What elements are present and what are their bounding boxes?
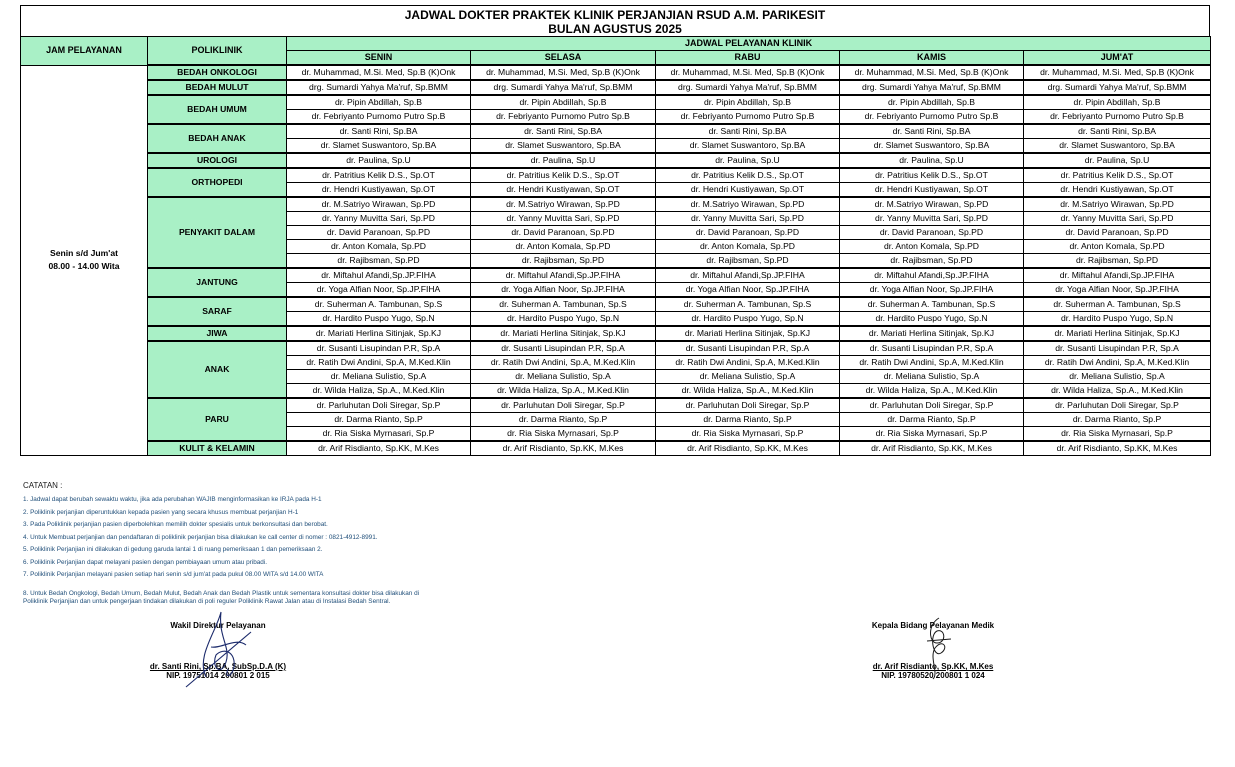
doctor-cell: drg. Sumardi Yahya Ma'ruf, Sp.BMM [656, 80, 840, 95]
doctor-cell: dr. Miftahul Afandi,Sp.JP.FIHA [656, 268, 840, 283]
doctor-cell: dr. Wilda Haliza, Sp.A., M.Ked.Klin [287, 384, 471, 399]
doctor-cell: dr. Mariati Herlina Sitinjak, Sp.KJ [287, 326, 471, 341]
doctor-cell: dr. Meliana Sulistio, Sp.A [287, 370, 471, 384]
jam-line-2: 08.00 - 14.00 Wita [48, 261, 120, 272]
doctor-cell: dr. Susanti Lisupindan P.R, Sp.A [471, 341, 656, 356]
doctor-cell: dr. Santi Rini, Sp.BA [840, 124, 1024, 139]
signature-left [118, 621, 318, 680]
doctor-cell: dr. Ratih Dwi Andini, Sp.A, M.Ked.Klin [656, 356, 840, 370]
poliklinik-cell: ORTHOPEDI [148, 168, 287, 197]
doctor-cell: dr. Paulina, Sp.U [840, 153, 1024, 168]
poliklinik-cell: BEDAH UMUM [148, 95, 287, 124]
doctor-cell: dr. Patritius Kelik D.S., Sp.OT [287, 168, 471, 183]
doctor-cell: dr. Susanti Lisupindan P.R, Sp.A [1024, 341, 1211, 356]
note-item: 4. Untuk Membuat perjanjian dan pendaftaran di poliklinik perjanjian bisa dilakukan ke call center di nomer : 0821-4912-8991. [23, 533, 378, 541]
title-block [20, 5, 1210, 36]
doctor-cell: dr. David Paranoan, Sp.PD [471, 226, 656, 240]
doctor-cell: dr. David Paranoan, Sp.PD [656, 226, 840, 240]
doctor-cell: dr. Rajibsman, Sp.PD [471, 254, 656, 269]
doctor-cell: dr. David Paranoan, Sp.PD [840, 226, 1024, 240]
doctor-cell: dr. Yoga Alfian Noor, Sp.JP.FIHA [656, 283, 840, 298]
doctor-cell: dr. Slamet Suswantoro, Sp.BA [840, 139, 1024, 154]
header-jadwal-pelayanan: JADWAL PELAYANAN KLINIK [287, 37, 1211, 51]
doctor-cell: dr. Hardito Puspo Yugo, Sp.N [840, 312, 1024, 327]
doctor-cell: dr. Hendri Kustiyawan, Sp.OT [1024, 183, 1211, 198]
doctor-cell: dr. Suherman A. Tambunan, Sp.S [1024, 297, 1211, 312]
poliklinik-cell: KULIT & KELAMIN [148, 441, 287, 456]
doctor-cell: dr. Muhammad, M.Si. Med, Sp.B (K)Onk [840, 65, 1024, 80]
poliklinik-cell: BEDAH ONKOLOGI [148, 65, 287, 80]
schedule-row [21, 398, 1211, 413]
doctor-cell: dr. Ria Siska Myrnasari, Sp.P [471, 427, 656, 442]
doctor-cell: dr. Paulina, Sp.U [471, 153, 656, 168]
doctor-cell: dr. M.Satriyo Wirawan, Sp.PD [287, 197, 471, 212]
doctor-cell: dr. Wilda Haliza, Sp.A., M.Ked.Klin [656, 384, 840, 399]
doctor-cell: dr. Paulina, Sp.U [287, 153, 471, 168]
doctor-cell: dr. Anton Komala, Sp.PD [656, 240, 840, 254]
doctor-cell: dr. M.Satriyo Wirawan, Sp.PD [656, 197, 840, 212]
schedule-row [21, 326, 1211, 341]
signer-nip: NIP. 19780520 200801 1 024 [881, 671, 985, 680]
jam-line-1: Senin s/d Jum'at [50, 248, 118, 259]
poliklinik-cell: PARU [148, 398, 287, 441]
doctor-cell: dr. Darma Rianto, Sp.P [656, 413, 840, 427]
schedule-table [20, 36, 1211, 456]
header-day: JUM'AT [1024, 51, 1211, 66]
notes-heading: CATATAN : [23, 481, 63, 490]
doctor-cell: dr. Febriyanto Purnomo Putro Sp.B [656, 110, 840, 125]
doctor-cell: dr. Paulina, Sp.U [1024, 153, 1211, 168]
doctor-cell: dr. Miftahul Afandi,Sp.JP.FIHA [840, 268, 1024, 283]
doctor-cell: dr. Ratih Dwi Andini, Sp.A, M.Ked.Klin [840, 356, 1024, 370]
note-item: Poliklinik Perjanjian dan untuk pengerjaan tindakan dilakukan di poli reguler Poliklinik Rawat Jalan atau di Instalasi Bedah Sentral. [23, 598, 391, 605]
note-item: 5. Poliklinik Perjanjian ini dilakukan di gedung garuda lantai 1 di ruang pemeriksaan 1 dan pemeriksaan 2. [23, 546, 323, 553]
title-line-2: BULAN AGUSTUS 2025 [548, 22, 682, 36]
schedule-row [21, 80, 1211, 95]
doctor-cell: dr. Meliana Sulistio, Sp.A [1024, 370, 1211, 384]
schedule-row [21, 268, 1211, 283]
notes-section [23, 481, 419, 607]
note-item: 2. Poliklinik perjanjian diperuntukkan kepada pasien yang secara khusus membuat perjanjian H-1 [23, 508, 299, 516]
handwritten-signature-right [919, 613, 959, 683]
header-day: SENIN [287, 51, 471, 66]
doctor-cell: dr. Slamet Suswantoro, Sp.BA [656, 139, 840, 154]
doctor-cell: dr. Arif Risdianto, Sp.KK, M.Kes [1024, 441, 1211, 456]
schedule-row [21, 168, 1211, 183]
schedule-row [21, 441, 1211, 456]
doctor-cell: dr. Miftahul Afandi,Sp.JP.FIHA [1024, 268, 1211, 283]
doctor-cell: dr. Yanny Muvitta Sari, Sp.PD [656, 212, 840, 226]
doctor-cell: dr. Pipin Abdillah, Sp.B [1024, 95, 1211, 110]
doctor-cell: dr. Febriyanto Purnomo Putro Sp.B [471, 110, 656, 125]
doctor-cell: dr. Hendri Kustiyawan, Sp.OT [656, 183, 840, 198]
doctor-cell: dr. Parluhutan Doli Siregar, Sp.P [287, 398, 471, 413]
doctor-cell: dr. Arif Risdianto, Sp.KK, M.Kes [287, 441, 471, 456]
schedule-row [21, 341, 1211, 356]
doctor-cell: dr. Parluhutan Doli Siregar, Sp.P [840, 398, 1024, 413]
schedule-row [21, 153, 1211, 168]
doctor-cell: dr. Ria Siska Myrnasari, Sp.P [840, 427, 1024, 442]
doctor-cell: drg. Sumardi Yahya Ma'ruf, Sp.BMM [287, 80, 471, 95]
doctor-cell: dr. Miftahul Afandi,Sp.JP.FIHA [287, 268, 471, 283]
doctor-cell: dr. Meliana Sulistio, Sp.A [840, 370, 1024, 384]
poliklinik-cell: PENYAKIT DALAM [148, 197, 287, 268]
note-item: 1. Jadwal dapat berubah sewaktu waktu, jika ada perubahan WAJIB menginformasikan ke IRJA pada H-1 [23, 496, 322, 503]
doctor-cell: dr. Rajibsman, Sp.PD [287, 254, 471, 269]
doctor-cell: dr. Santi Rini, Sp.BA [656, 124, 840, 139]
doctor-cell: dr. Muhammad, M.Si. Med, Sp.B (K)Onk [656, 65, 840, 80]
doctor-cell: dr. Yanny Muvitta Sari, Sp.PD [287, 212, 471, 226]
doctor-cell: dr. Slamet Suswantoro, Sp.BA [287, 139, 471, 154]
doctor-cell: dr. Suherman A. Tambunan, Sp.S [656, 297, 840, 312]
schedule-row [21, 297, 1211, 312]
doctor-cell: dr. Parluhutan Doli Siregar, Sp.P [471, 398, 656, 413]
schedule-row [21, 197, 1211, 212]
doctor-cell: dr. Ratih Dwi Andini, Sp.A, M.Ked.Klin [1024, 356, 1211, 370]
doctor-cell: dr. Patritius Kelik D.S., Sp.OT [471, 168, 656, 183]
doctor-cell: dr. Santi Rini, Sp.BA [471, 124, 656, 139]
signature-right [833, 621, 1033, 680]
doctor-cell: dr. Rajibsman, Sp.PD [1024, 254, 1211, 269]
doctor-cell: dr. Arif Risdianto, Sp.KK, M.Kes [656, 441, 840, 456]
doctor-cell: dr. Ria Siska Myrnasari, Sp.P [656, 427, 840, 442]
signer-nip: NIP. 19751014 200801 2 015 [166, 671, 270, 680]
doctor-cell: dr. Hardito Puspo Yugo, Sp.N [656, 312, 840, 327]
doctor-cell: drg. Sumardi Yahya Ma'ruf, Sp.BMM [840, 80, 1024, 95]
doctor-cell: dr. Susanti Lisupindan P.R, Sp.A [287, 341, 471, 356]
doctor-cell: dr. Parluhutan Doli Siregar, Sp.P [1024, 398, 1211, 413]
doctor-cell: dr. Suherman A. Tambunan, Sp.S [287, 297, 471, 312]
doctor-cell: dr. Anton Komala, Sp.PD [287, 240, 471, 254]
doctor-cell: dr. Miftahul Afandi,Sp.JP.FIHA [471, 268, 656, 283]
note-item: 6. Poliklinik Perjanjian dapat melayani pasien dengan pembiayaan umum atau pribadi. [23, 558, 268, 566]
doctor-cell: dr. Yanny Muvitta Sari, Sp.PD [840, 212, 1024, 226]
doctor-cell: dr. Febriyanto Purnomo Putro Sp.B [1024, 110, 1211, 125]
doctor-cell: dr. Patritius Kelik D.S., Sp.OT [656, 168, 840, 183]
doctor-cell: dr. David Paranoan, Sp.PD [287, 226, 471, 240]
doctor-cell: dr. David Paranoan, Sp.PD [1024, 226, 1211, 240]
doctor-cell: dr. Santi Rini, Sp.BA [287, 124, 471, 139]
doctor-cell: dr. Yoga Alfian Noor, Sp.JP.FIHA [287, 283, 471, 298]
doctor-cell: dr. Yoga Alfian Noor, Sp.JP.FIHA [471, 283, 656, 298]
note-item: 3. Pada Poliklinik perjanjian pasien diperbolehkan memilih dokter spesialis untuk berkonsultasi dan berobat. [23, 521, 328, 528]
signer-name: dr. Santi Rini, Sp.BA, SubSp.D.A (K) [149, 662, 287, 671]
doctor-cell: dr. Hardito Puspo Yugo, Sp.N [471, 312, 656, 327]
doctor-cell: dr. Wilda Haliza, Sp.A., M.Ked.Klin [1024, 384, 1211, 399]
doctor-cell: dr. Darma Rianto, Sp.P [840, 413, 1024, 427]
schedule-row [21, 124, 1211, 139]
header-jam-pelayanan: JAM PELAYANAN [21, 37, 148, 66]
doctor-cell: dr. Hendri Kustiyawan, Sp.OT [471, 183, 656, 198]
poliklinik-cell: BEDAH MULUT [148, 80, 287, 95]
doctor-cell: dr. Mariati Herlina Sitinjak, Sp.KJ [1024, 326, 1211, 341]
signer-role: Wakil Direktur Pelayanan [170, 621, 266, 630]
schedule-sheet [20, 5, 1210, 456]
poliklinik-cell: SARAF [148, 297, 287, 326]
doctor-cell: dr. Ria Siska Myrnasari, Sp.P [1024, 427, 1211, 442]
doctor-cell: dr. Rajibsman, Sp.PD [656, 254, 840, 269]
doctor-cell: dr. Mariati Herlina Sitinjak, Sp.KJ [471, 326, 656, 341]
doctor-cell: dr. Paulina, Sp.U [656, 153, 840, 168]
doctor-cell: dr. Febriyanto Purnomo Putro Sp.B [287, 110, 471, 125]
doctor-cell: dr. M.Satriyo Wirawan, Sp.PD [471, 197, 656, 212]
doctor-cell: dr. Arif Risdianto, Sp.KK, M.Kes [471, 441, 656, 456]
doctor-cell: dr. Suherman A. Tambunan, Sp.S [840, 297, 1024, 312]
poliklinik-cell: JIWA [148, 326, 287, 341]
doctor-cell: dr. Muhammad, M.Si. Med, Sp.B (K)Onk [471, 65, 656, 80]
doctor-cell: dr. Suherman A. Tambunan, Sp.S [471, 297, 656, 312]
schedule-row [21, 65, 1211, 80]
poliklinik-cell: JANTUNG [148, 268, 287, 297]
doctor-cell: dr. Parluhutan Doli Siregar, Sp.P [656, 398, 840, 413]
signer-name: dr. Arif Risdianto, Sp.KK, M.Kes [872, 662, 994, 671]
doctor-cell: dr. Susanti Lisupindan P.R, Sp.A [840, 341, 1024, 356]
doctor-cell: dr. Muhammad, M.Si. Med, Sp.B (K)Onk [1024, 65, 1211, 80]
title-line-1: JADWAL DOKTER PRAKTEK KLINIK PERJANJIAN RSUD A.M. PARIKESIT [404, 8, 826, 22]
doctor-cell: dr. Ratih Dwi Andini, Sp.A, M.Ked.Klin [471, 356, 656, 370]
doctor-cell: dr. Muhammad, M.Si. Med, Sp.B (K)Onk [287, 65, 471, 80]
signer-role: Kepala Bidang Pelayanan Medik [871, 621, 995, 630]
doctor-cell: dr. Slamet Suswantoro, Sp.BA [1024, 139, 1211, 154]
header-day: SELASA [471, 51, 656, 66]
note-item: 7. Poliklinik Perjanjian melayani pasien setiap hari senin s/d jum'at pada pukul 08.00 WITA s/d 14.00 WITA [23, 571, 324, 578]
doctor-cell: dr. Darma Rianto, Sp.P [1024, 413, 1211, 427]
doctor-cell: drg. Sumardi Yahya Ma'ruf, Sp.BMM [1024, 80, 1211, 95]
doctor-cell: dr. Darma Rianto, Sp.P [471, 413, 656, 427]
doctor-cell: dr. Hendri Kustiyawan, Sp.OT [287, 183, 471, 198]
poliklinik-cell: ANAK [148, 341, 287, 398]
jam-pelayanan-cell [21, 65, 148, 456]
doctor-cell: dr. Hendri Kustiyawan, Sp.OT [840, 183, 1024, 198]
doctor-cell: dr. Susanti Lisupindan P.R, Sp.A [656, 341, 840, 356]
doctor-cell: dr. Hardito Puspo Yugo, Sp.N [1024, 312, 1211, 327]
header-day: KAMIS [840, 51, 1024, 66]
doctor-cell: dr. Patritius Kelik D.S., Sp.OT [1024, 168, 1211, 183]
doctor-cell: dr. Anton Komala, Sp.PD [840, 240, 1024, 254]
poliklinik-cell: BEDAH ANAK [148, 124, 287, 153]
doctor-cell: dr. Anton Komala, Sp.PD [471, 240, 656, 254]
doctor-cell: dr. Ria Siska Myrnasari, Sp.P [287, 427, 471, 442]
header-poliklinik: POLIKLINIK [148, 37, 287, 66]
doctor-cell: dr. Pipin Abdillah, Sp.B [656, 95, 840, 110]
doctor-cell: dr. Mariati Herlina Sitinjak, Sp.KJ [840, 326, 1024, 341]
note-item: 8. Untuk Bedah Ongkologi, Bedah Umum, Bedah Mulut, Bedah Anak dan Bedah Plastik untuk sementara konsultasi dokter bisa dilakukan di [23, 589, 420, 597]
handwritten-signature-left [176, 607, 256, 693]
doctor-cell: dr. Yanny Muvitta Sari, Sp.PD [1024, 212, 1211, 226]
doctor-cell: dr. M.Satriyo Wirawan, Sp.PD [1024, 197, 1211, 212]
doctor-cell: dr. Anton Komala, Sp.PD [1024, 240, 1211, 254]
poliklinik-cell: UROLOGI [148, 153, 287, 168]
doctor-cell: dr. Ratih Dwi Andini, Sp.A, M.Ked.Klin [287, 356, 471, 370]
doctor-cell: dr. Yoga Alfian Noor, Sp.JP.FIHA [1024, 283, 1211, 298]
doctor-cell: dr. Wilda Haliza, Sp.A., M.Ked.Klin [471, 384, 656, 399]
doctor-cell: dr. Meliana Sulistio, Sp.A [656, 370, 840, 384]
doctor-cell: dr. Santi Rini, Sp.BA [1024, 124, 1211, 139]
doctor-cell: dr. Yanny Muvitta Sari, Sp.PD [471, 212, 656, 226]
doctor-cell: dr. Pipin Abdillah, Sp.B [287, 95, 471, 110]
doctor-cell: dr. Meliana Sulistio, Sp.A [471, 370, 656, 384]
doctor-cell: dr. Arif Risdianto, Sp.KK, M.Kes [840, 441, 1024, 456]
doctor-cell: dr. Pipin Abdillah, Sp.B [840, 95, 1024, 110]
doctor-cell: dr. Febriyanto Purnomo Putro Sp.B [840, 110, 1024, 125]
doctor-cell: dr. Wilda Haliza, Sp.A., M.Ked.Klin [840, 384, 1024, 399]
doctor-cell: dr. Patritius Kelik D.S., Sp.OT [840, 168, 1024, 183]
schedule-body [21, 65, 1211, 456]
doctor-cell: dr. Darma Rianto, Sp.P [287, 413, 471, 427]
doctor-cell: dr. Rajibsman, Sp.PD [840, 254, 1024, 269]
doctor-cell: dr. M.Satriyo Wirawan, Sp.PD [840, 197, 1024, 212]
doctor-cell: dr. Yoga Alfian Noor, Sp.JP.FIHA [840, 283, 1024, 298]
header-day: RABU [656, 51, 840, 66]
doctor-cell: drg. Sumardi Yahya Ma'ruf, Sp.BMM [471, 80, 656, 95]
doctor-cell: dr. Slamet Suswantoro, Sp.BA [471, 139, 656, 154]
doctor-cell: dr. Pipin Abdillah, Sp.B [471, 95, 656, 110]
doctor-cell: dr. Mariati Herlina Sitinjak, Sp.KJ [656, 326, 840, 341]
doctor-cell: dr. Hardito Puspo Yugo, Sp.N [287, 312, 471, 327]
schedule-row [21, 95, 1211, 110]
